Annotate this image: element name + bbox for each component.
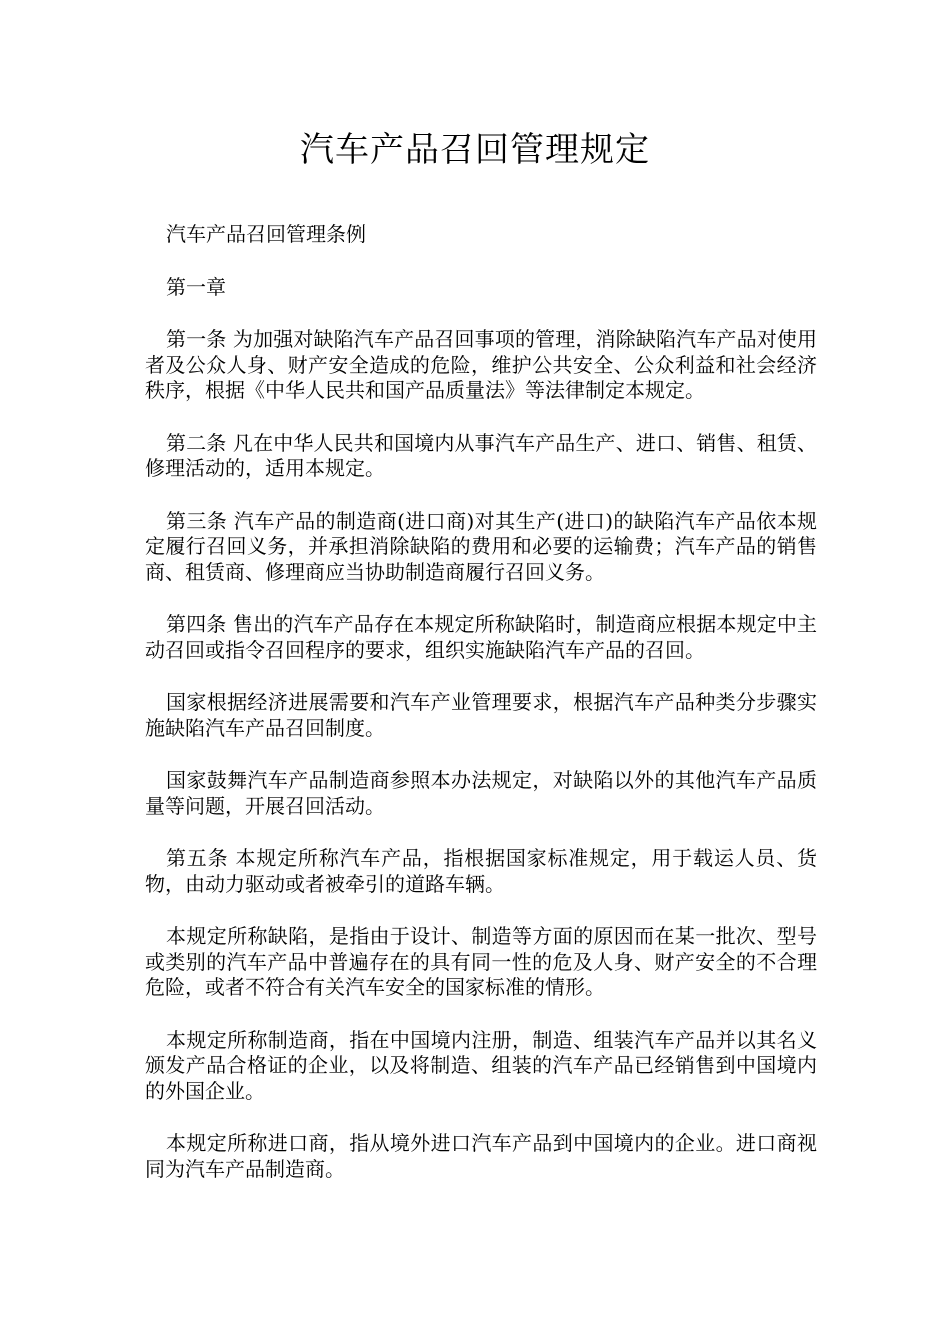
document-body: [145, 222, 817, 1209]
paragraph-article-4-clause-2: 国家根据经济进展需要和汽车产业管理要求，根据汽车产品种类分步骤实施缺陷汽车产品召回制度。: [145, 690, 817, 740]
paragraph-article-5-defect: 本规定所称缺陷，是指由于设计、制造等方面的原因而在某一批次、型号或类别的汽车产品中普遍存在的具有同一性的危及人身、财产安全的不合理危险，或者不符合有关汽车安全的国家标准的情形。: [145, 924, 817, 999]
paragraph-article-3: 第三条 汽车产品的制造商(进口商)对其生产(进口)的缺陷汽车产品依本规定履行召回义务，并承担消除缺陷的费用和必要的运输费；汽车产品的销售商、租赁商、修理商应当协助制造商履行召回义务。: [145, 508, 817, 584]
paragraph-article-5-importer: 本规定所称进口商，指从境外进口汽车产品到中国境内的企业。进口商视同为汽车产品制造商。: [145, 1131, 817, 1181]
paragraph-article-4-clause-3: 国家鼓舞汽车产品制造商参照本办法规定，对缺陷以外的其他汽车产品质量等问题，开展召回活动。: [145, 768, 817, 818]
paragraph-article-1: 第一条 为加强对缺陷汽车产品召回事项的管理，消除缺陷汽车产品对使用者及公众人身、财产安全造成的危险，维护公共安全、公众利益和社会经济秩序，根据《中华人民共和国产品质量法》等法律制定本规定。: [145, 327, 817, 402]
paragraph-article-2: 第二条 凡在中华人民共和国境内从事汽车产品生产、进口、销售、租赁、修理活动的，适用本规定。: [145, 430, 817, 480]
paragraph-regulation-name: 汽车产品召回管理条例: [166, 222, 366, 246]
paragraph-article-4: 第四条 售出的汽车产品存在本规定所称缺陷时，制造商应根据本规定中主动召回或指令召回程序的要求，组织实施缺陷汽车产品的召回。: [145, 612, 817, 662]
paragraph-chapter-one: 第一章: [166, 274, 226, 299]
paragraph-article-5: 第五条 本规定所称汽车产品，指根据国家标准规定，用于载运人员、货物，由动力驱动或者被牵引的道路车辆。: [145, 846, 817, 896]
document-title: 汽车产品召回管理规定: [300, 130, 650, 170]
paragraph-article-5-manufacturer: 本规定所称制造商，指在中国境内注册，制造、组装汽车产品并以其名义颁发产品合格证的企业，以及将制造、组装的汽车产品已经销售到中国境内的外国企业。: [145, 1027, 817, 1103]
